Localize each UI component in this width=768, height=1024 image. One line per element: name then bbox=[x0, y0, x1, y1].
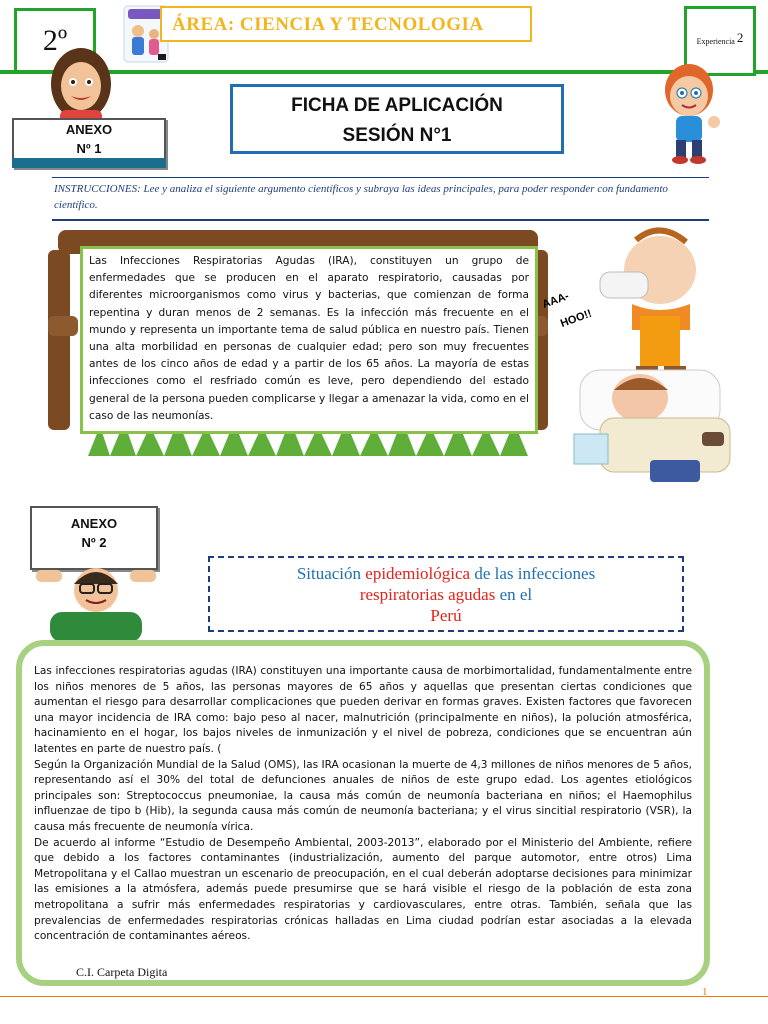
sick-child-illustration bbox=[540, 220, 762, 500]
experiencia-number: 2 bbox=[736, 30, 744, 45]
anexo-1-band bbox=[12, 158, 166, 168]
ira-definition-text: Las Infecciones Respiratorias Agudas (IRA), constituyen un grupo de enfermedades que se producen en el aparato respiratorio, causadas por diferentes microorganismos como virus y bacterias, que comienzan de forma repentina y duran menos de 2 semanas. Es la infección más frecuente en el mundo y representa un importante tema de salud pública en nuestro país. Tienen una alta morbilidad en personas de cualquier edad; pero son muy frecuentes antes de los cinco años de edad y a partir de los 65 años. La mayoría de estas infecciones como el resfriado común es leve, pero dependiendo del estado general de la persona pueden complicarse y llegar a amenazar la vida, como en el caso de las neumonías. bbox=[80, 246, 538, 434]
paragraph-2: Según la Organización Mundial de la Salud (OMS), las IRA ocasionan la muerte de 4,3 millones de niños menores de 5 años, representando así el 30% del total de defunciones anuales de niños de este grupo edad. Los agentes etiológicos principales son: Streptococcus pneumoniae, la causa más común de neumonía bacteriana en niños; el Haemophilus influenzae de tipo b (Hib), la segunda causa más común de neumonía bacteriana; y el virus sincitial respiratorio (VSR), la causa más frecuente de neumonía vírica. bbox=[34, 758, 692, 833]
title-line-1: FICHA DE APLICACIÓN bbox=[291, 95, 503, 116]
heading-part-2: epidemiológica bbox=[365, 564, 471, 583]
worksheet-title bbox=[230, 84, 564, 154]
teacher-holding-sign-illustration bbox=[36, 566, 156, 642]
footer-line bbox=[0, 996, 768, 997]
thumbs-up-boy-illustration bbox=[652, 60, 726, 166]
footer-caption: C.I. Carpeta Digita bbox=[76, 965, 168, 979]
grade-label: 2º bbox=[42, 24, 68, 57]
heading-part-5: en el bbox=[495, 585, 533, 604]
page-number: 1 bbox=[702, 986, 708, 998]
anexo-1-title: ANEXO bbox=[65, 122, 113, 137]
sneeze-line-2: HOO!! bbox=[558, 307, 594, 330]
experiencia-label: Experiencia bbox=[696, 36, 735, 46]
paragraph-1: Las infecciones respiratorias agudas (IRA) constituyen una importante causa de morbimortalidad, fundamentalmente entre los niños menores de 5 años, las personas mayores de 65 años y aquellas que presentan ciertas condiciones que aumentan el riesgo para desarrollar complicaciones que pueden derivar en formas graves. Existen factores que favorecen una mayor incidencia de IRA como: bajo peso al nacer, malnutrición (principalmente en niños), la polución atmosférica, hacinamiento en el hogar, los bajos niveles de inmunización y el nivel de pobreza, condiciones que se encuentran aún latentes en parte de nuestro país. ( bbox=[34, 665, 692, 755]
heading-part-4: respiratorias agudas bbox=[359, 585, 496, 604]
teacher-avatar-illustration bbox=[44, 44, 118, 124]
area-title: ÁREA: CIENCIA Y TECNOLOGIA bbox=[160, 6, 532, 42]
anexo-1-number: Nº 1 bbox=[76, 141, 102, 156]
section-heading-situacion bbox=[208, 556, 684, 632]
anexo-2-title: ANEXO bbox=[70, 516, 118, 531]
anexo-2-sign bbox=[30, 506, 158, 570]
anexo-1-sign bbox=[12, 118, 166, 168]
sneeze-line-1: AAA- bbox=[540, 290, 571, 311]
epidemiology-text bbox=[34, 664, 692, 964]
anexo-2-number: Nº 2 bbox=[81, 535, 107, 550]
instructions: INSTRUCCIONES: Lee y analiza el siguiente argumento científicos y subraya las ideas principales, para poder responder con fundamento científico. bbox=[52, 177, 709, 221]
heading-part-1: Situación bbox=[296, 564, 366, 583]
title-line-2: SESIÓN N°1 bbox=[342, 125, 452, 146]
paragraph-3: De acuerdo al informe “Estudio de Desempeño Ambiental, 2003-2013”, elaborado por el Ministerio del Ambiente, refiere que debido a los factores contaminantes (industrialización, aumento del parque automotor, entre otros) Lima Metropolitana y el Callao muestran un escenario de preocupación, en el cual deberán adoptarse decisiones para minimizar las emisiones a la atmósfera, además puede presumirse que se hará visible el riesgo de la población de esta zona metropolitana a sufrir más enfermedades respiratorias y cardiovasculares, entre otras. También, señala que las prevalencias de enfermedades respiratorias crónicas halladas en Lima ciudad podrían estar asociadas a la elevada concentración de contaminantes aéreos. bbox=[34, 836, 692, 943]
heading-part-6: Perú bbox=[430, 606, 462, 625]
heading-part-3: de las infecciones bbox=[470, 564, 596, 583]
